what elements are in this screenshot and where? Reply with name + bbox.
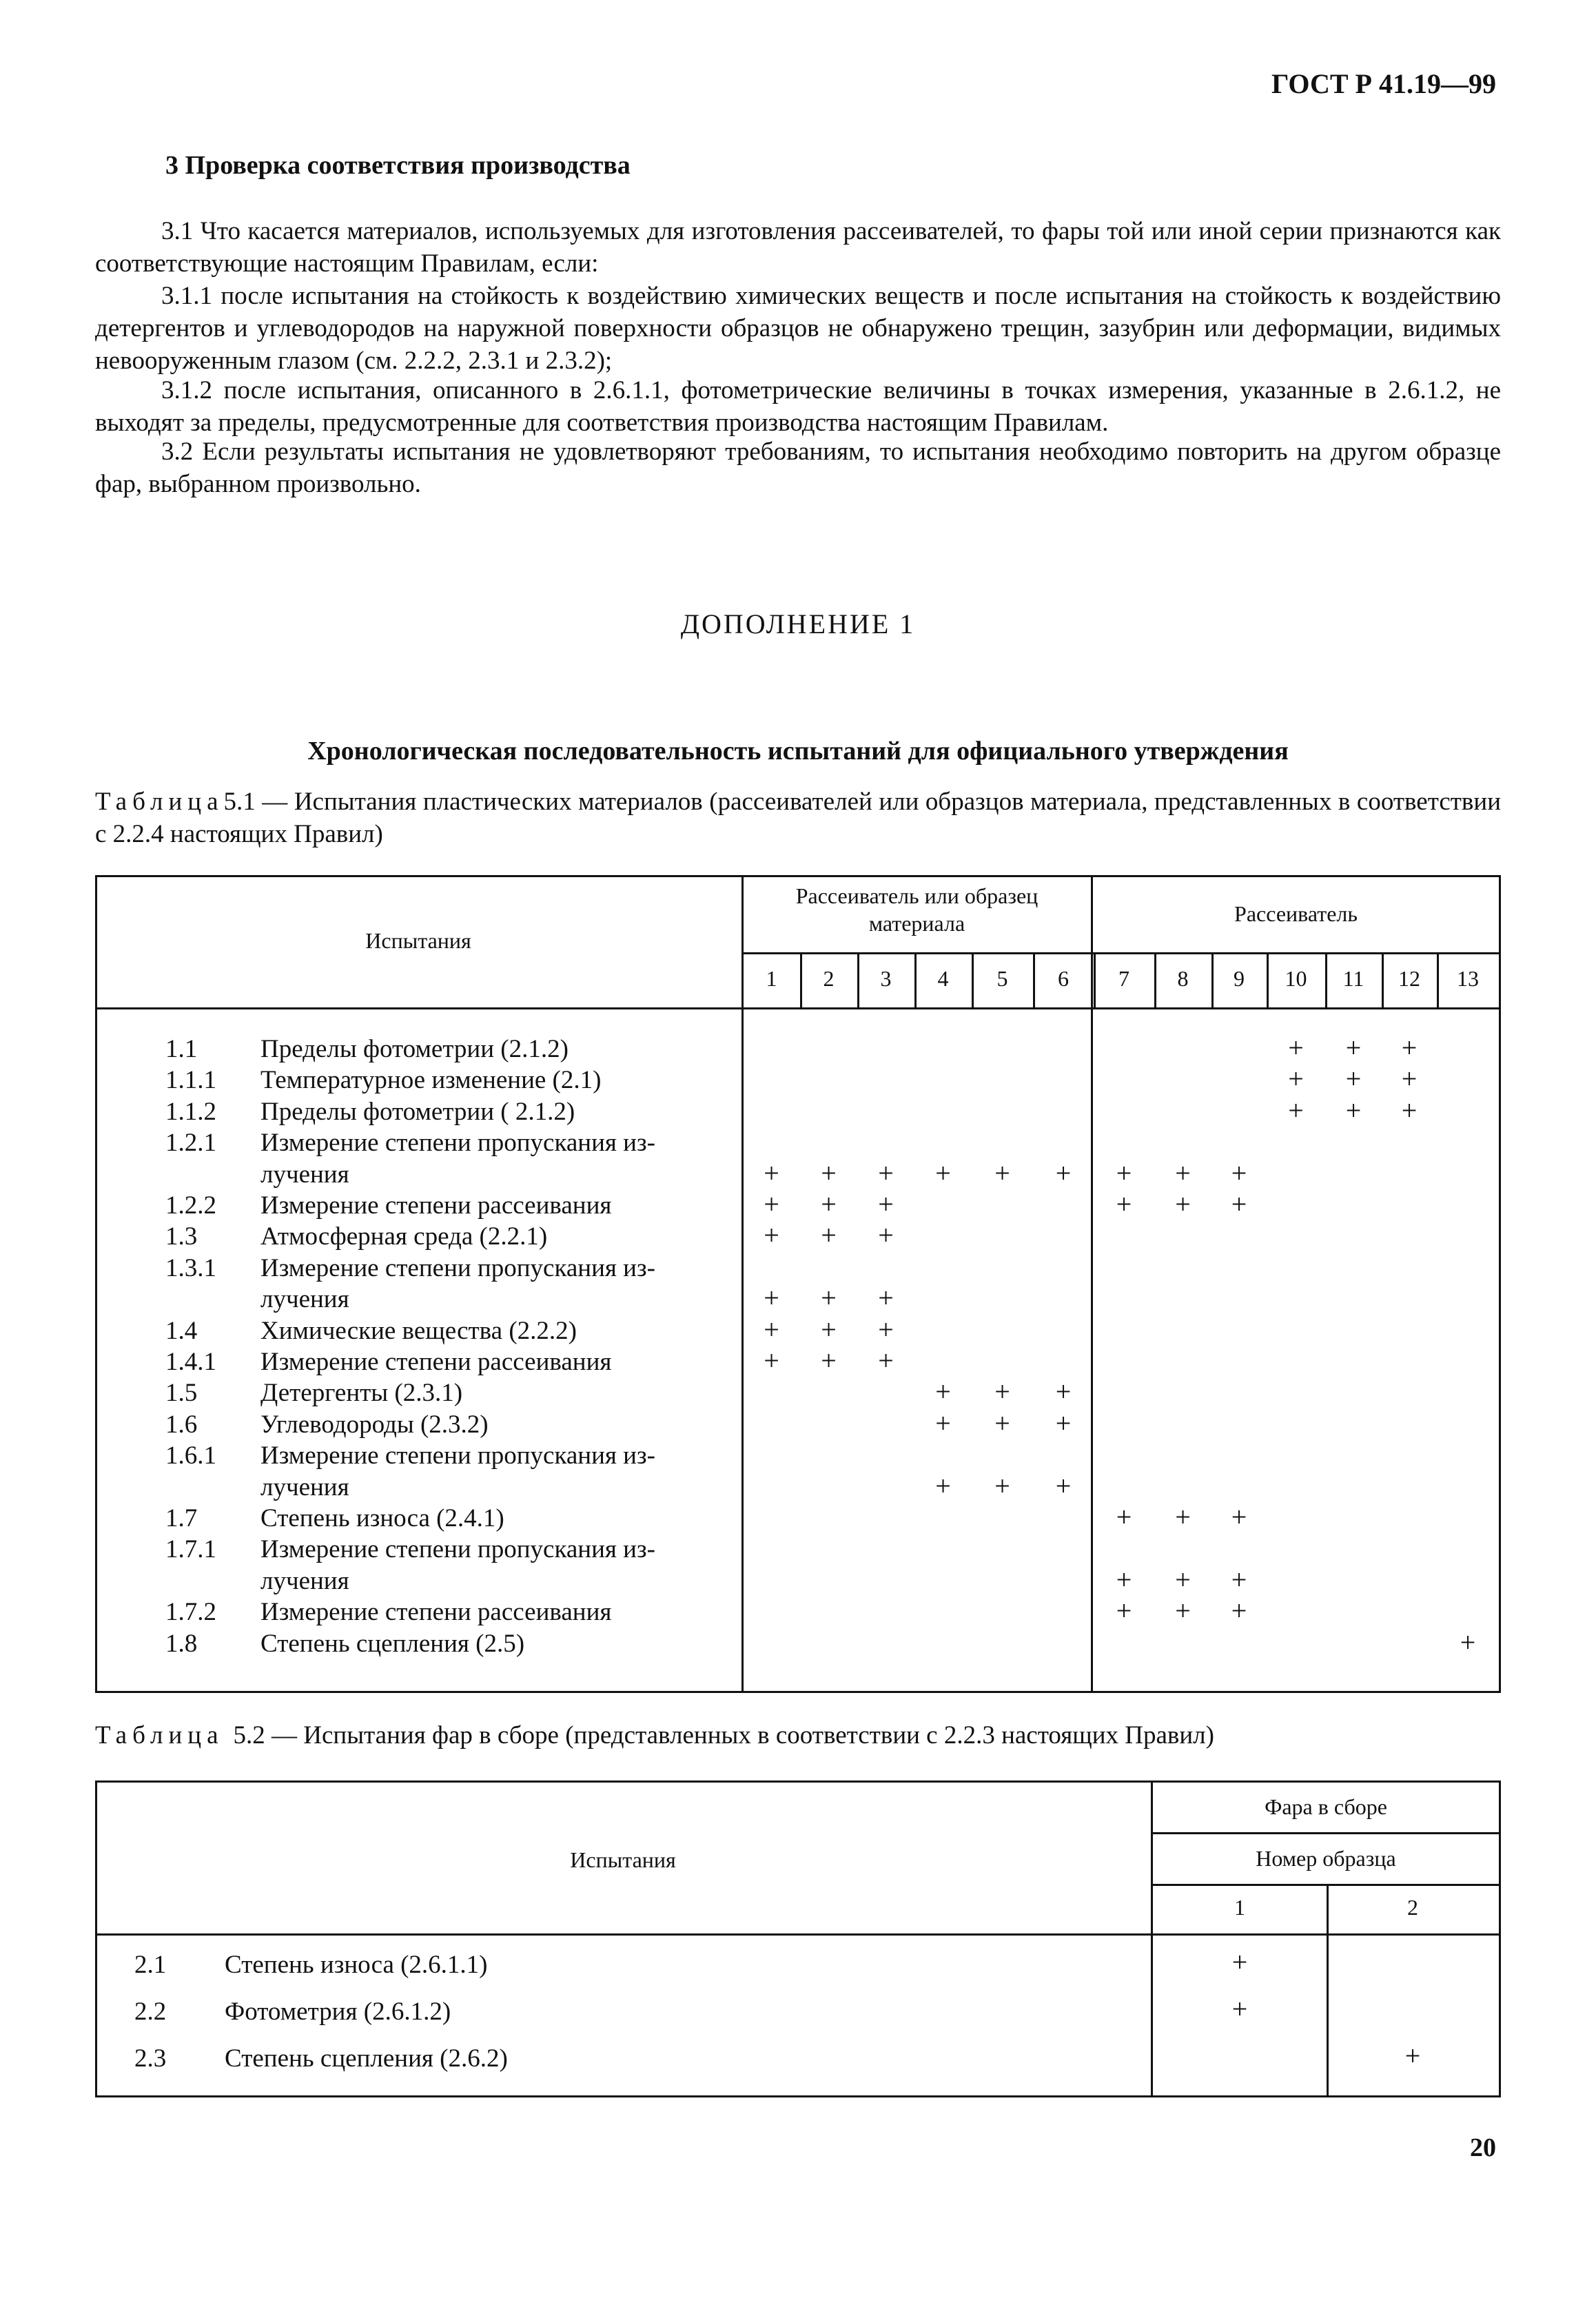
- test-code: 1.7.1: [165, 1535, 216, 1564]
- test-name: Фотометрия (2.6.1.2): [225, 1998, 451, 2026]
- plus-mark: +: [1175, 1563, 1191, 1595]
- table-5-2-column-number-2: 2: [1407, 1895, 1418, 1920]
- test-code: 2.2: [134, 1998, 167, 2026]
- plus-mark: +: [764, 1313, 779, 1345]
- test-code: 1.6.1: [165, 1441, 216, 1470]
- table-5-1-divider-groups: [1091, 875, 1093, 1693]
- plus-mark: +: [1231, 1595, 1247, 1627]
- table-5-1-column-number-11: 11: [1342, 966, 1364, 991]
- plus-mark: +: [1404, 2040, 1421, 2071]
- plus-mark: +: [1175, 1595, 1191, 1627]
- plus-mark: +: [878, 1282, 894, 1314]
- plus-mark: +: [1116, 1595, 1132, 1627]
- test-name: лучения: [260, 1566, 349, 1595]
- test-code: 1.1: [165, 1035, 198, 1063]
- plus-mark: +: [1401, 1063, 1418, 1095]
- test-name: Измерение степени рассеивания: [260, 1598, 612, 1627]
- plus-mark: +: [1288, 1063, 1304, 1095]
- test-name: Химические вещества (2.2.2): [260, 1316, 577, 1345]
- plus-mark: +: [764, 1282, 779, 1314]
- plus-mark: +: [994, 1470, 1010, 1501]
- plus-mark: +: [764, 1157, 779, 1189]
- test-name: Измерение степени рассеивания: [260, 1191, 612, 1220]
- plus-mark: +: [1116, 1189, 1132, 1220]
- plus-mark: +: [994, 1157, 1010, 1189]
- table-5-2-header-subgroup: Номер образца: [1256, 1846, 1396, 1871]
- table-5-1-column-number-9: 9: [1234, 966, 1245, 991]
- test-name: Степень сцепления (2.5): [260, 1629, 525, 1658]
- plus-mark: +: [764, 1345, 779, 1376]
- plus-mark: +: [878, 1345, 894, 1376]
- table-5-2: [95, 1781, 1501, 2097]
- plus-mark: +: [1288, 1032, 1304, 1063]
- test-code: 2.1: [134, 1951, 167, 1979]
- test-code: 1.3: [165, 1222, 198, 1251]
- table-5-1-column-separator: [972, 952, 974, 1007]
- plus-mark: +: [1175, 1157, 1191, 1189]
- plus-mark: +: [1175, 1189, 1191, 1220]
- plus-mark: +: [1401, 1094, 1418, 1126]
- plus-mark: +: [1401, 1032, 1418, 1063]
- paragraph-3-1-2: [95, 374, 1501, 439]
- table-5-1-header-group-1: Рассеиватель или образец материала: [795, 883, 1039, 936]
- table-5-1: [95, 875, 1501, 1693]
- test-code: 1.2.2: [165, 1191, 216, 1220]
- plus-mark: +: [1345, 1032, 1362, 1063]
- plus-mark: +: [1116, 1157, 1132, 1189]
- section-heading: 3 Проверка соответствия производства: [165, 151, 631, 180]
- table-5-1-column-number-8: 8: [1177, 966, 1189, 991]
- plus-mark: +: [935, 1376, 951, 1408]
- test-name: Углеводороды (2.3.2): [260, 1410, 489, 1439]
- plus-mark: +: [821, 1220, 837, 1251]
- table-5-2-border-bottom: [95, 2095, 1501, 2097]
- table-5-1-column-separator: [1094, 952, 1096, 1007]
- paragraph-3-1: [95, 215, 1501, 280]
- table-5-1-column-number-13: 13: [1457, 966, 1479, 991]
- test-name: Измерение степени пропускания из-: [260, 1441, 655, 1470]
- plus-mark: +: [821, 1313, 837, 1345]
- plus-mark: +: [1231, 1947, 1248, 1978]
- paragraph-3-1-1: [95, 280, 1501, 377]
- table-5-1-border-top: [95, 875, 1501, 877]
- test-code: 1.2.1: [165, 1129, 216, 1158]
- plus-mark: +: [1055, 1407, 1072, 1439]
- table-5-1-header-group-2: Рассеиватель: [1234, 901, 1358, 926]
- paragraph-3-1-1-text: 3.1.1 после испытания на стойкость к воздействию химических веществ и после испытания на стойкость к воздействию детергентов и углеводородов на наружной поверхности образцов не обнаружено трещин, зазубрин или деформации, видимых невооруженным глазом (см. 2.2.2, 2.3.1 и 2.3.2);: [95, 282, 1501, 375]
- paragraph-3-1-text: 3.1 Что касается материалов, используемых для изготовления рассеивателей, то фары той или иной серии признаются как соответствующие настоящим Правилам, если:: [95, 217, 1501, 278]
- appendix-subtitle: Хронологическая последовательность испытаний для официального утверждения: [307, 737, 1289, 766]
- table-5-2-caption: [95, 1719, 1501, 1752]
- table-5-1-column-number-2: 2: [823, 966, 835, 991]
- table-5-1-column-number-12: 12: [1398, 966, 1420, 991]
- table-5-2-header-line-1: [1151, 1832, 1501, 1834]
- plus-mark: +: [1055, 1470, 1072, 1501]
- appendix-title: ДОПОЛНЕНИЕ 1: [680, 608, 916, 639]
- table-5-2-header-line-2: [1151, 1884, 1501, 1886]
- test-name: Пределы фотометрии ( 2.1.2): [260, 1097, 575, 1126]
- table-5-1-column-number-5: 5: [996, 966, 1008, 991]
- plus-mark: +: [821, 1157, 837, 1189]
- test-name: Температурное изменение (2.1): [260, 1066, 602, 1095]
- test-name: лучения: [260, 1160, 349, 1189]
- test-name: Степень износа (2.4.1): [260, 1504, 504, 1532]
- plus-mark: +: [994, 1407, 1010, 1439]
- test-code: 1.6: [165, 1410, 198, 1439]
- table-5-1-column-number-4: 4: [937, 966, 949, 991]
- test-name: Измерение степени рассеивания: [260, 1348, 612, 1376]
- table-5-2-caption-text: 5.2 — Испытания фар в сборе (представленных в соответствии с 2.2.3 настоящих Правил): [233, 1721, 1214, 1749]
- plus-mark: +: [764, 1220, 779, 1251]
- test-name: Измерение степени пропускания из-: [260, 1129, 655, 1158]
- test-name: Пределы фотометрии (2.1.2): [260, 1035, 569, 1063]
- table-5-2-divider-samples: [1327, 1884, 1329, 2097]
- plus-mark: +: [878, 1189, 894, 1220]
- test-name: Детергенты (2.3.1): [260, 1379, 463, 1408]
- plus-mark: +: [1231, 1563, 1247, 1595]
- plus-mark: +: [935, 1470, 951, 1501]
- plus-mark: +: [1345, 1094, 1362, 1126]
- plus-mark: +: [821, 1282, 837, 1314]
- plus-mark: +: [1231, 1501, 1247, 1532]
- plus-mark: +: [935, 1407, 951, 1439]
- plus-mark: +: [1055, 1376, 1072, 1408]
- test-name: Измерение степени пропускания из-: [260, 1535, 655, 1564]
- table-5-1-column-separator: [1437, 952, 1439, 1007]
- test-code: 1.5: [165, 1379, 198, 1408]
- plus-mark: +: [1231, 1993, 1248, 2024]
- paragraph-3-1-2-text: 3.1.2 после испытания, описанного в 2.6.1.1, фотометрические величины в точках измерения, указанные в 2.6.1.2, не выходят за пределы, предусмотренные для соответствия производства настоящим Правилам.: [95, 376, 1501, 437]
- plus-mark: +: [878, 1220, 894, 1251]
- test-code: 1.7.2: [165, 1598, 216, 1627]
- table-5-1-header-sub-line: [741, 952, 1501, 954]
- plus-mark: +: [1231, 1157, 1247, 1189]
- table-5-2-divider-tests: [1151, 1781, 1153, 2097]
- table-5-1-border-bottom: [95, 1691, 1501, 1693]
- plus-mark: +: [764, 1189, 779, 1220]
- page-number: 20: [1470, 2133, 1496, 2162]
- table-5-2-border-left: [95, 1781, 97, 2097]
- plus-mark: +: [1116, 1501, 1132, 1532]
- table-5-1-column-number-10: 10: [1285, 966, 1307, 991]
- plus-mark: +: [821, 1189, 837, 1220]
- table-5-1-column-number-1: 1: [766, 966, 777, 991]
- paragraph-3-2-text: 3.2 Если результаты испытания не удовлетворяют требованиям, то испытания необходимо повторить на другом образце фар, выбранном произвольно.: [95, 438, 1501, 498]
- standard-code: ГОСТ Р 41.19—99: [1271, 68, 1496, 99]
- plus-mark: +: [1288, 1094, 1304, 1126]
- table-5-1-caption: [95, 786, 1501, 850]
- plus-mark: +: [1055, 1157, 1072, 1189]
- test-name: лучения: [260, 1472, 349, 1501]
- plus-mark: +: [1345, 1063, 1362, 1095]
- plus-mark: +: [1175, 1501, 1191, 1532]
- table-5-1-border-left: [95, 875, 97, 1693]
- table-5-1-header-tests: Испытания: [365, 928, 471, 953]
- table-5-1-column-separator: [1033, 952, 1035, 1007]
- paragraph-3-2: [95, 435, 1501, 500]
- test-name: лучения: [260, 1285, 349, 1314]
- test-code: 1.8: [165, 1629, 198, 1658]
- table-5-2-header-group: Фара в сборе: [1265, 1794, 1387, 1819]
- test-code: 1.1.2: [165, 1097, 216, 1126]
- table-5-1-column-number-3: 3: [880, 966, 892, 991]
- test-name: Измерение степени пропускания из-: [260, 1253, 655, 1282]
- plus-mark: +: [1116, 1563, 1132, 1595]
- table-5-2-header-bottom-line: [95, 1933, 1501, 1936]
- plus-mark: +: [1231, 1189, 1247, 1220]
- plus-mark: +: [821, 1345, 837, 1376]
- test-code: 1.4.1: [165, 1348, 216, 1376]
- table-5-1-column-number-6: 6: [1058, 966, 1069, 991]
- test-code: 1.7: [165, 1504, 198, 1532]
- table-5-2-column-number-1: 1: [1234, 1895, 1245, 1920]
- table-5-2-header-tests: Испытания: [570, 1847, 676, 1872]
- plus-mark: +: [878, 1157, 894, 1189]
- table-5-2-border-top: [95, 1781, 1501, 1783]
- test-name: Степень износа (2.6.1.1): [225, 1951, 488, 1979]
- plus-mark: +: [935, 1157, 951, 1189]
- table-5-1-caption-lead: Таблица: [95, 788, 224, 816]
- test-name: Степень сцепления (2.6.2): [225, 2044, 508, 2073]
- plus-mark: +: [994, 1376, 1010, 1408]
- plus-mark: +: [878, 1313, 894, 1345]
- plus-mark: +: [1460, 1626, 1476, 1658]
- test-code: 1.3.1: [165, 1253, 216, 1282]
- test-code: 1.4: [165, 1316, 198, 1345]
- table-5-1-border-right: [1499, 875, 1501, 1693]
- test-code: 1.1.1: [165, 1066, 216, 1095]
- table-5-1-column-number-7: 7: [1118, 966, 1129, 991]
- test-name: Атмосферная среда (2.2.1): [260, 1222, 548, 1251]
- table-5-2-caption-lead: Таблица: [95, 1721, 224, 1749]
- table-5-2-border-right: [1499, 1781, 1501, 2097]
- table-5-1-header-bottom-line: [95, 1007, 1501, 1009]
- test-code: 2.3: [134, 2044, 167, 2073]
- table-5-1-caption-text: 5.1 — Испытания пластических материалов (рассеивателей или образцов материала, представленных в соответствии с 2.2.4 настоящих Правил): [95, 788, 1501, 848]
